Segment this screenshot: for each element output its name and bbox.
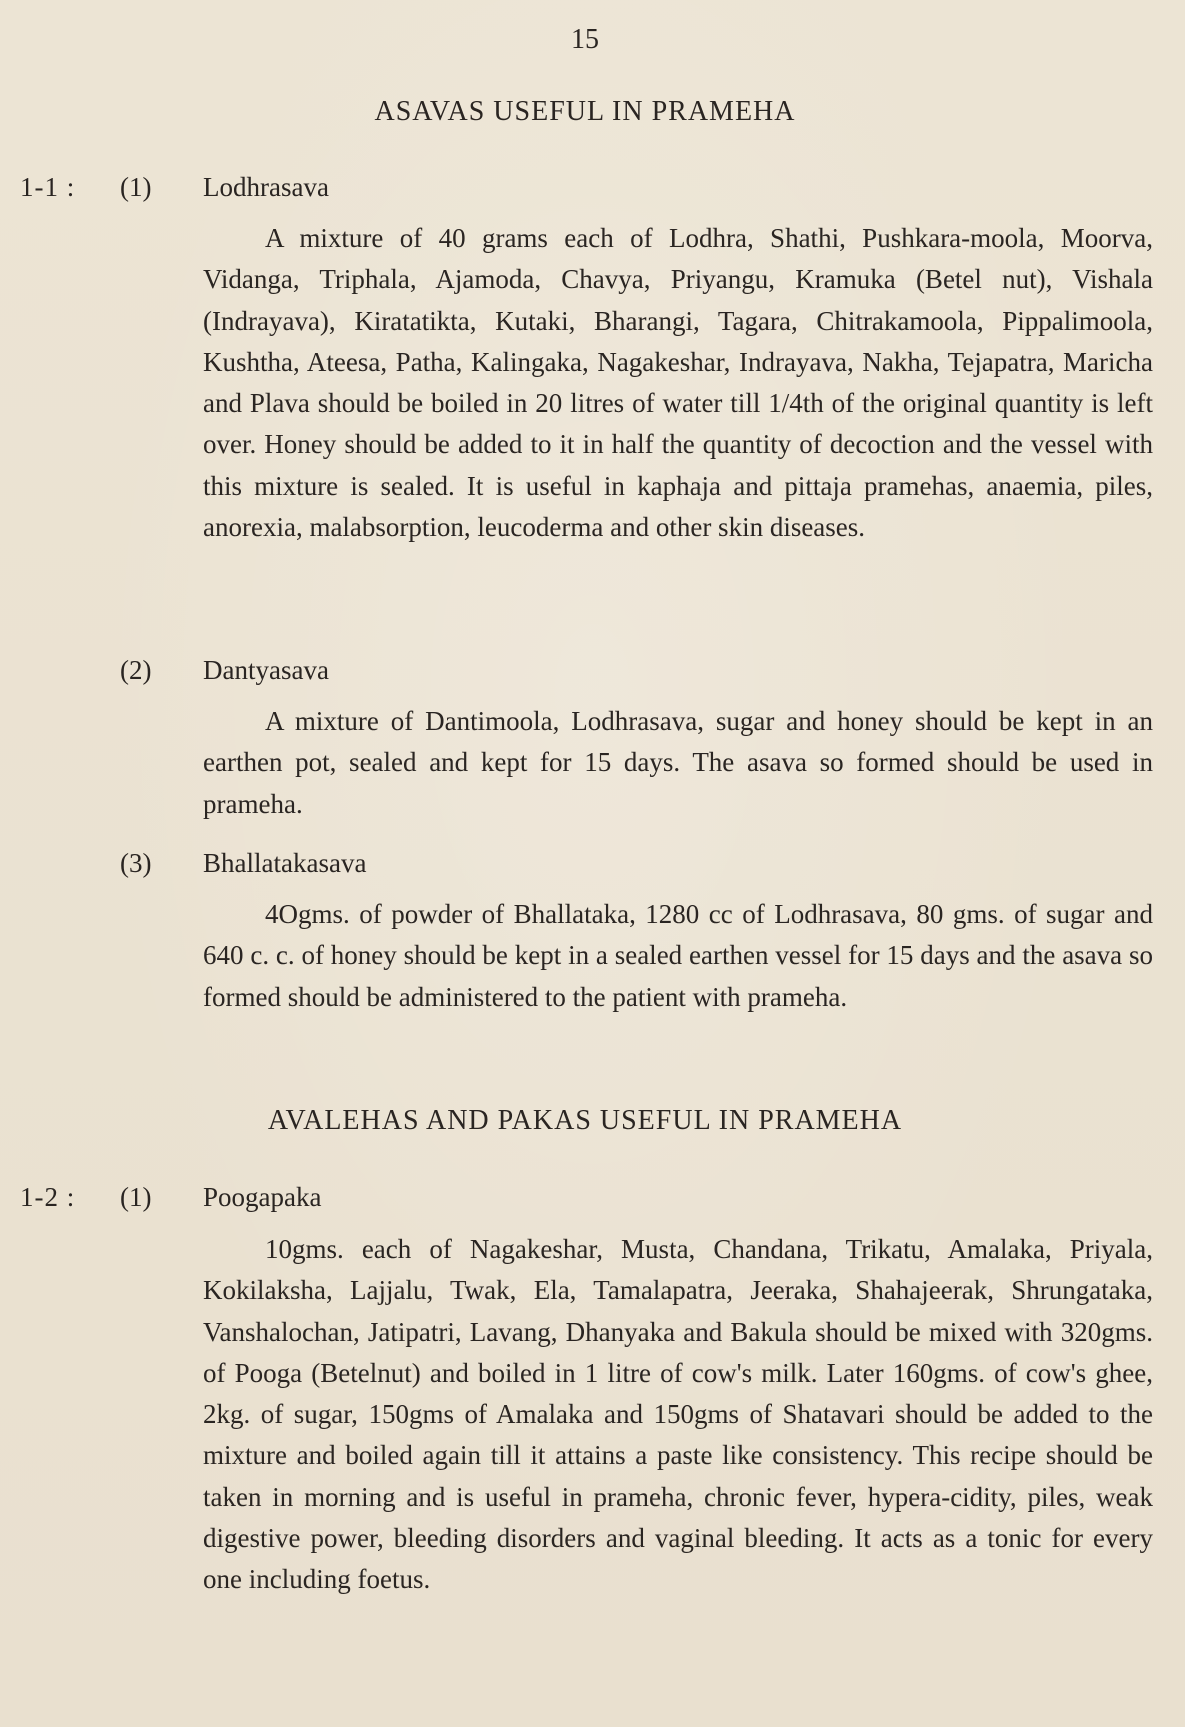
paragraph-dantyasava: A mixture of Dantimoola, Lodhrasava, sugar and honey should be kept in an earthen pot, sealed and kept for 15 days. The asava so formed should be used in prameha.	[203, 706, 1153, 819]
section-number-1-1: 1-1 :	[20, 172, 76, 202]
item-number: (3)	[120, 848, 152, 878]
item-number: (1)	[120, 1182, 152, 1212]
item-title-bhallatakasava: Bhallatakasava	[203, 848, 367, 878]
paragraph-poogapaka: 10gms. each of Nagakeshar, Musta, Chandana, Trikatu, Amalaka, Priyala, Kokilaksha, Lajjalu, Twak, Ela, Tamalapatra, Jeeraka, Shahajeerak, Shrungataka, Vanshalochan, Jatipatri, Lavang, Dhanyaka and Bakula should be mixed with 320gms. of Pooga (Betelnut) and boiled in 1 litre of cow's milk. Later 160gms. of cow's ghee, 2kg. of sugar, 150gms of Amalaka and 150gms of Shatavari should be added to the mixture and boiled again till it attains a paste like consistency. This recipe should be taken in morning and is useful in prameha, chronic fever, hypera-cidity, piles, weak digestive power, bleeding disorders and vaginal bleeding. It acts as a tonic for every one including foetus.	[203, 1234, 1153, 1595]
paragraph-bhallatakasava: 4Ogms. of powder of Bhallataka, 1280 cc of Lodhrasava, 80 gms. of sugar and 640 c. c. of honey should be kept in a sealed earthen vessel for 15 days and the asava so formed should be administered to the patient with prameha.	[203, 899, 1153, 1012]
item-number: (1)	[120, 172, 152, 202]
heading-avalehas: AVALEHAS AND PAKAS USEFUL IN PRAMEHA	[267, 1105, 903, 1136]
item-number: (2)	[120, 655, 152, 685]
paragraph-lodhrasava: A mixture of 40 grams each of Lodhra, Shathi, Pushkara-moola, Moorva, Vidanga, Triphala, Ajamoda, Chavya, Priyangu, Kramuka (Betel nut), Vishala (Indrayava), Kiratatikta, Kutaki, Bharangi, Tagara, Chitrakamoola, Pippalimoola, Kushtha, Ateesa, Patha, Kalingaka, Nagakeshar, Indrayava, Nakha, Tejapatra, Maricha and Plava should be boiled in 20 litres of water till 1/4th of the original quantity is left over. Honey should be added to it in half the quantity of decoction and the vessel with this mixture is sealed. It is useful in kaphaja and pittaja pramehas, anaemia, piles, anorexia, malabsorption, leucoderma and other skin diseases.	[203, 223, 1153, 543]
heading-asavas: ASAVAS USEFUL IN PRAMEHA	[374, 96, 796, 127]
page-number: 15	[571, 24, 599, 55]
item-title-poogapaka: Poogapaka	[203, 1182, 322, 1212]
section-number-1-2: 1-2 :	[20, 1182, 76, 1212]
item-title-lodhrasava: Lodhrasava	[203, 172, 329, 202]
item-title-dantyasava: Dantyasava	[203, 655, 329, 685]
